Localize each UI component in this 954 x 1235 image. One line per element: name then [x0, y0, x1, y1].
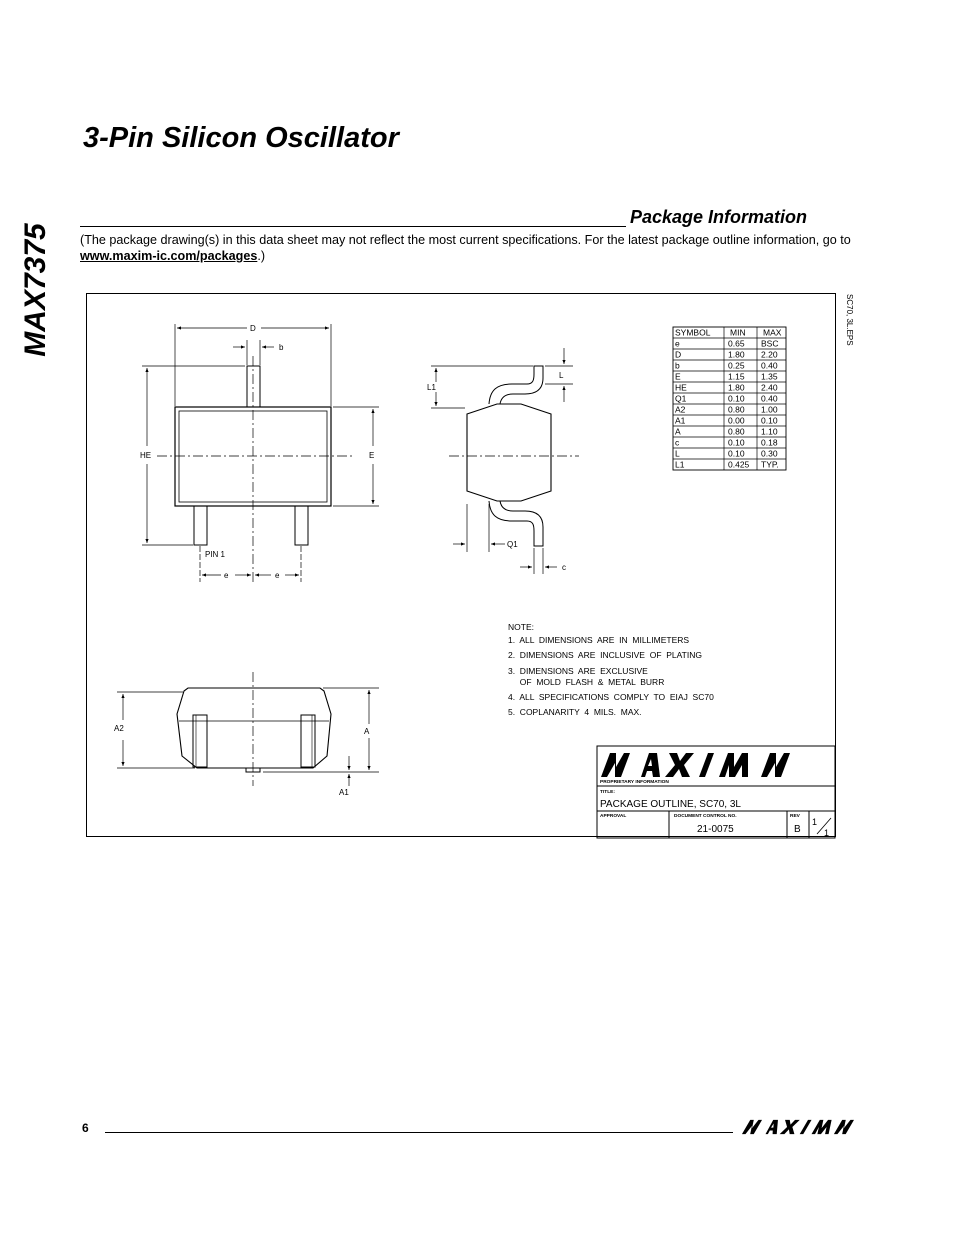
table-cell: 1.00 — [761, 404, 778, 415]
title-label: TITLE: — [600, 790, 615, 795]
packages-link[interactable]: www.maxim-ic.com/packages — [80, 249, 258, 263]
table-cell: 0.40 — [761, 360, 778, 371]
notes — [508, 622, 714, 717]
table-cell: A — [675, 426, 681, 437]
table-cell: HE — [675, 382, 687, 393]
page-number: 6 — [82, 1121, 89, 1135]
table-cell: 0.10 — [761, 415, 778, 426]
table-cell: 2.40 — [761, 382, 778, 393]
file-label-vertical: SC70, 3L.EPS — [845, 294, 854, 346]
table-cell: c — [675, 437, 680, 448]
table-header-cell: MAX — [763, 327, 782, 338]
maxim-logo-icon — [742, 1117, 854, 1137]
intro-text: (The package drawing(s) in this data sheet may not reflect the most current specifications. For the latest package outline information, go to — [80, 233, 851, 247]
table-cell: 0.10 — [728, 437, 745, 448]
table-cell: 0.425 — [728, 459, 750, 470]
dim-label-c: c — [562, 563, 566, 572]
section-title: Package Information — [630, 207, 808, 227]
dim-label-q1: Q1 — [507, 540, 518, 549]
table-cell: 1.10 — [761, 426, 778, 437]
table-cell: L1 — [675, 459, 685, 470]
side-part-number-text: MAX7375 — [19, 223, 52, 357]
side-part-number — [8, 210, 64, 370]
table-cell: 0.10 — [728, 448, 745, 459]
dim-label-b: b — [279, 343, 284, 352]
note-item: 4. ALL SPECIFICATIONS COMPLY TO EIAJ SC70 — [508, 692, 714, 702]
dim-label-e-pitch-2: e — [275, 571, 280, 580]
table-cell: 1.80 — [728, 382, 745, 393]
table-cell: e — [675, 338, 680, 349]
dim-label-pin1: PIN 1 — [205, 550, 226, 559]
dim-label-l1: L1 — [427, 383, 436, 392]
dimension-table — [673, 327, 786, 470]
dim-label-e-body: E — [369, 451, 375, 460]
page-title: 3-Pin Silicon Oscillator — [83, 122, 399, 154]
notes-title: NOTE: — [508, 622, 534, 632]
table-cell: 0.18 — [761, 437, 778, 448]
table-cell: Q1 — [675, 393, 687, 404]
table-cell: 1.80 — [728, 349, 745, 360]
table-cell: 0.30 — [761, 448, 778, 459]
dim-label-a: A — [364, 727, 370, 736]
intro-paragraph — [80, 232, 855, 264]
table-cell: D — [675, 349, 682, 360]
note-item: 1. ALL DIMENSIONS ARE IN MILLIMETERS — [508, 635, 690, 645]
note-item: 2. DIMENSIONS ARE INCLUSIVE OF PLATING — [508, 650, 702, 660]
table-cell: 0.65 — [728, 338, 745, 349]
rev-label: REV — [790, 814, 800, 819]
footer-rule — [105, 1132, 733, 1133]
table-header-cell: MIN — [730, 327, 746, 338]
intro-end: .) — [257, 249, 266, 263]
title-value: PACKAGE OUTLINE, SC70, 3L — [600, 799, 741, 810]
table-cell: 0.80 — [728, 404, 745, 415]
sheet-total: 1 — [824, 828, 830, 838]
proprietary-label: PROPRIETARY INFORMATION — [600, 780, 669, 785]
table-cell: 0.40 — [761, 393, 778, 404]
dim-label-a2: A2 — [114, 724, 124, 733]
maxim-logo — [601, 753, 790, 777]
top-view — [142, 324, 379, 582]
table-cell: A2 — [675, 404, 686, 415]
table-cell: 0.00 — [728, 415, 745, 426]
table-header-cell: SYMBOL — [675, 327, 711, 338]
side-view — [431, 348, 579, 574]
dim-label-l: L — [559, 371, 564, 380]
table-cell: 0.25 — [728, 360, 745, 371]
table-cell: L — [675, 448, 680, 459]
note-item: 3. DIMENSIONS ARE EXCLUSIVE — [508, 666, 648, 676]
table-cell: 1.15 — [728, 371, 745, 382]
table-cell: BSC — [761, 338, 779, 349]
table-cell: A1 — [675, 415, 686, 426]
end-view — [117, 672, 379, 786]
note-item: OF MOLD FLASH & METAL BURR — [508, 677, 665, 687]
table-cell: 2.20 — [761, 349, 778, 360]
table-cell: TYP. — [761, 459, 779, 470]
doc-control-value: 21-0075 — [697, 824, 734, 835]
dim-label-e-pitch-1: e — [224, 571, 229, 580]
note-item: 5. COPLANARITY 4 MILS. MAX. — [508, 707, 642, 717]
rev-value: B — [794, 824, 801, 835]
table-cell: E — [675, 371, 681, 382]
table-cell: 0.10 — [728, 393, 745, 404]
dim-label-d: D — [250, 324, 256, 333]
package-drawing-svg — [87, 294, 854, 838]
table-cell: b — [675, 360, 680, 371]
section-rule — [80, 226, 626, 227]
doc-control-label: DOCUMENT CONTROL NO. — [674, 814, 737, 819]
package-drawing — [86, 293, 854, 838]
table-cell: 1.35 — [761, 371, 778, 382]
approval-label: APPROVAL — [600, 814, 627, 819]
table-cell: 0.80 — [728, 426, 745, 437]
dim-label-he: HE — [140, 451, 152, 460]
dim-label-a1: A1 — [339, 788, 349, 797]
sheet-number: 1 — [812, 817, 818, 827]
